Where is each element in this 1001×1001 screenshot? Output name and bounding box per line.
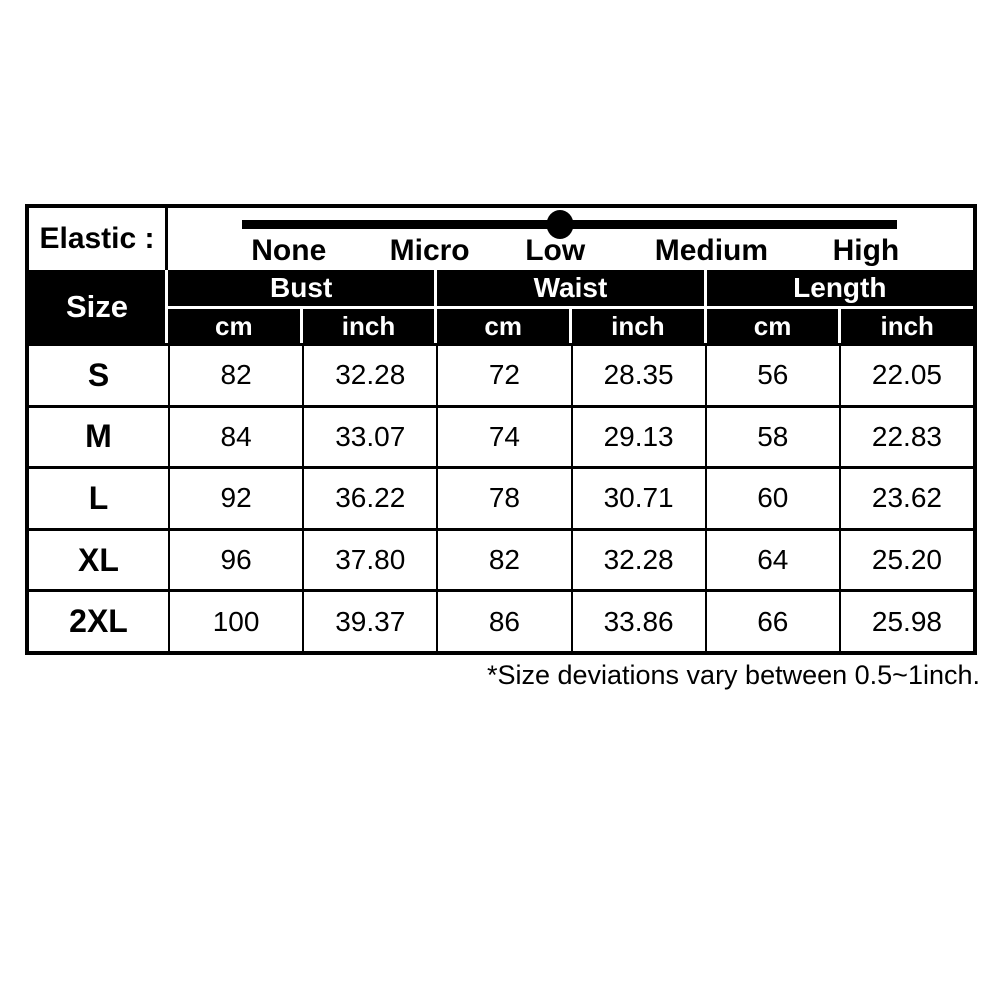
measurement-value: 72 bbox=[436, 346, 570, 405]
table-body bbox=[29, 343, 973, 651]
measurement-value: 92 bbox=[168, 469, 302, 528]
size-label: S bbox=[87, 356, 110, 393]
unit-header-0-cm: cm bbox=[215, 310, 253, 341]
table-row-s bbox=[29, 343, 973, 405]
measurement-value: 25.20 bbox=[839, 531, 973, 590]
size-label: M bbox=[85, 418, 112, 455]
measure-headers bbox=[168, 270, 973, 343]
unit-header-3-inch: inch bbox=[569, 309, 704, 343]
group-header-length: Length bbox=[704, 270, 973, 306]
measurement-value: 64 bbox=[705, 531, 839, 590]
measurement-value: 32.28 bbox=[302, 346, 436, 405]
measurement-value: 28.35 bbox=[571, 346, 705, 405]
measurement-value: 66 bbox=[705, 592, 839, 651]
unit-header-1-inch: inch bbox=[300, 309, 435, 343]
table-header bbox=[29, 270, 973, 343]
size-chart-table bbox=[25, 204, 977, 655]
measurement-value: 33.86 bbox=[571, 592, 705, 651]
measurement-value: 22.05 bbox=[839, 346, 973, 405]
measurement-value: 78 bbox=[436, 469, 570, 528]
elastic-level-low: Low bbox=[525, 234, 586, 267]
elastic-scale bbox=[168, 208, 973, 270]
group-header-bust: Bust bbox=[270, 272, 333, 303]
measurement-value: 86 bbox=[436, 592, 570, 651]
measurement-value: 58 bbox=[705, 408, 839, 467]
unit-header-4-cm: cm bbox=[704, 309, 839, 343]
measurement-value: 82 bbox=[436, 531, 570, 590]
unit-header-5-inch: inch bbox=[838, 309, 973, 343]
measurement-value: 22.83 bbox=[839, 408, 973, 467]
unit-header-row bbox=[168, 306, 973, 343]
size-label: XL bbox=[78, 541, 119, 578]
size-column-header: Size bbox=[29, 270, 168, 343]
size-label: 2XL bbox=[69, 603, 128, 640]
measurement-value: 33.07 bbox=[302, 408, 436, 467]
group-header-waist: Waist bbox=[434, 270, 703, 306]
measurement-value: 36.22 bbox=[302, 469, 436, 528]
measurement-value: 30.71 bbox=[571, 469, 705, 528]
elastic-level-high: High bbox=[832, 234, 900, 267]
measurement-value: 100 bbox=[168, 592, 302, 651]
unit-header-2-cm: cm bbox=[434, 309, 569, 343]
measurement-value: 32.28 bbox=[571, 531, 705, 590]
measurement-value: 84 bbox=[168, 408, 302, 467]
measurement-value: 39.37 bbox=[302, 592, 436, 651]
elastic-level-micro: Micro bbox=[389, 234, 470, 267]
measurement-value: 29.13 bbox=[571, 408, 705, 467]
elastic-row bbox=[29, 208, 973, 270]
table-row-2xl bbox=[29, 589, 973, 651]
measurement-value: 25.98 bbox=[839, 592, 973, 651]
measurement-value: 74 bbox=[436, 408, 570, 467]
elastic-level-medium: Medium bbox=[654, 234, 769, 267]
measurement-value: 60 bbox=[705, 469, 839, 528]
table-row-xl bbox=[29, 528, 973, 590]
measurement-value: 37.80 bbox=[302, 531, 436, 590]
size-deviation-note: *Size deviations vary between 0.5~1inch. bbox=[486, 660, 980, 690]
measurement-value: 56 bbox=[705, 346, 839, 405]
table-row-l bbox=[29, 466, 973, 528]
measure-group-row bbox=[168, 270, 973, 306]
size-label: L bbox=[88, 479, 109, 516]
measurement-value: 23.62 bbox=[839, 469, 973, 528]
table-row-m bbox=[29, 405, 973, 467]
elastic-level-none: None bbox=[251, 234, 327, 267]
measurement-value: 82 bbox=[168, 346, 302, 405]
elastic-label: Elastic : bbox=[29, 208, 168, 270]
measurement-value: 96 bbox=[168, 531, 302, 590]
